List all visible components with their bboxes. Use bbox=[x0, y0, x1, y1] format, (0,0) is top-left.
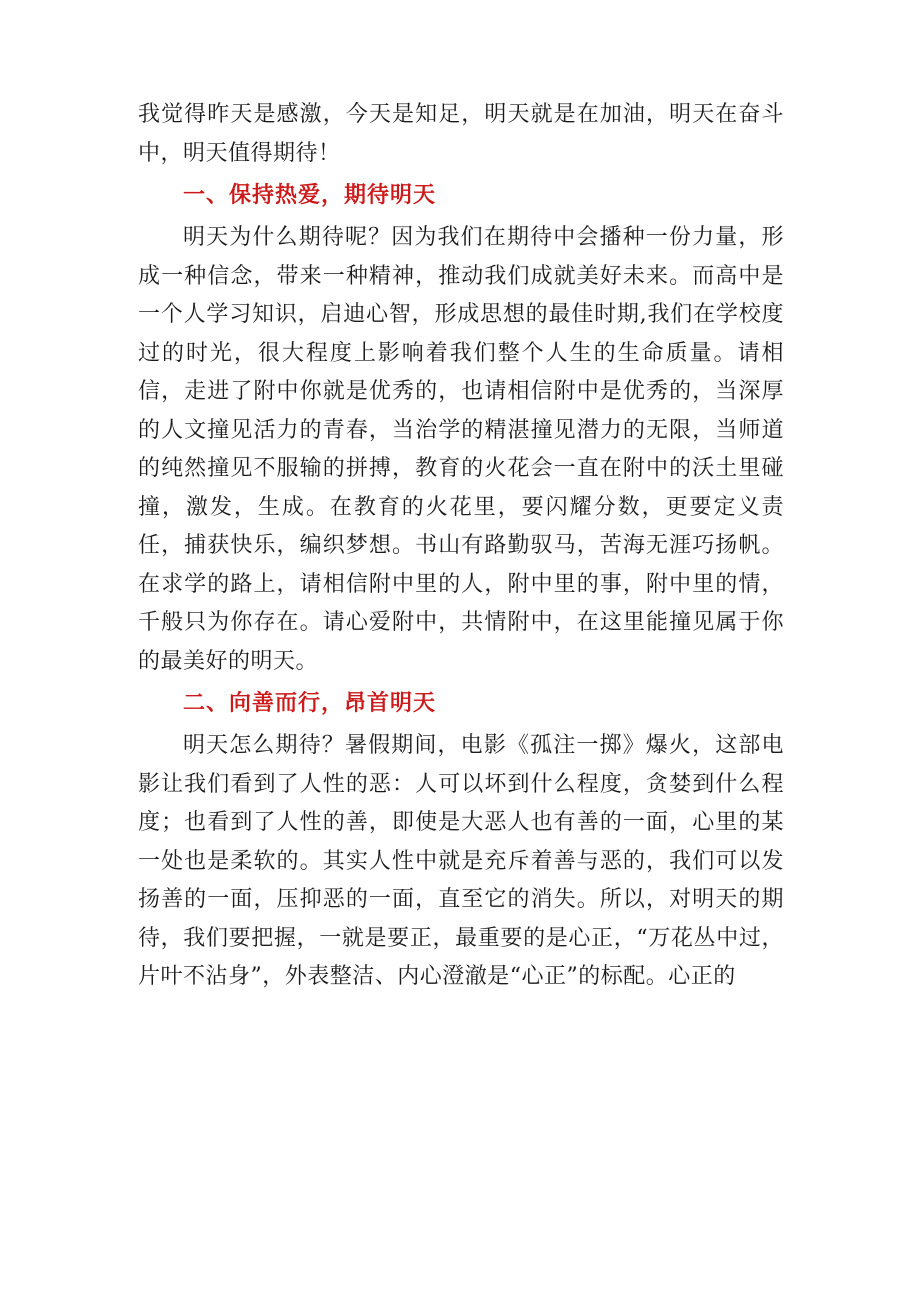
intro-paragraph: 我觉得昨天是感激，今天是知足，明天就是在加油，明天在奋斗中，明天值得期待！ bbox=[138, 102, 784, 166]
section-1-paragraph: 明天为什么期待呢？因为我们在期待中会播种一份力量，形成一种信念，带来一种精神，推动我们成就美好未来。而高中是一个人学习知识，启迪心智，形成思想的最佳时期,我们在学校度过的时光，很大程度上影响着我们整个人生的生命质量。请相信，走进了附中你就是优秀的，也请相信附中是优秀的，当深厚的人文撞见活力的青春，当治学的精湛撞见潜力的无限，当师道的纯然撞见不服输的拼搏，教育的火花会一直在附中的沃土里碰撞，激发，生成。在教育的火花里，要闪耀分数，更要定义责任，捕获快乐，编织梦想。书山有路勤驭马，苦海无涯巧扬帆。在求学的路上，请相信附中里的人，附中里的事，附中里的情，千般只为你存在。请心爱附中，共情附中，在这里能撞见属于你的最美好的明天。 bbox=[138, 225, 784, 674]
document-page bbox=[138, 96, 784, 997]
section-1-heading: 一、保持热爱，期待明天 bbox=[183, 183, 437, 208]
section-2-heading: 二、向善而行，昂首明天 bbox=[183, 691, 437, 716]
section-2-paragraph: 明天怎么期待？暑假期间，电影《孤注一掷》爆火，这部电影让我们看到了人性的恶：人可以坏到什么程度，贪婪到什么程度；也看到了人性的善，即使是大恶人也有善的一面，心里的某一处也是柔软的。其实人性中就是充斥着善与恶的，我们可以发扬善的一面，压抑恶的一面，直至它的消失。所以，对明天的期待，我们要把握，一就是要正，最重要的是心正，“万花丛中过，片叶不沾身”，外表整洁、内心澄澈是“心正”的标配。心正的 bbox=[138, 733, 784, 989]
